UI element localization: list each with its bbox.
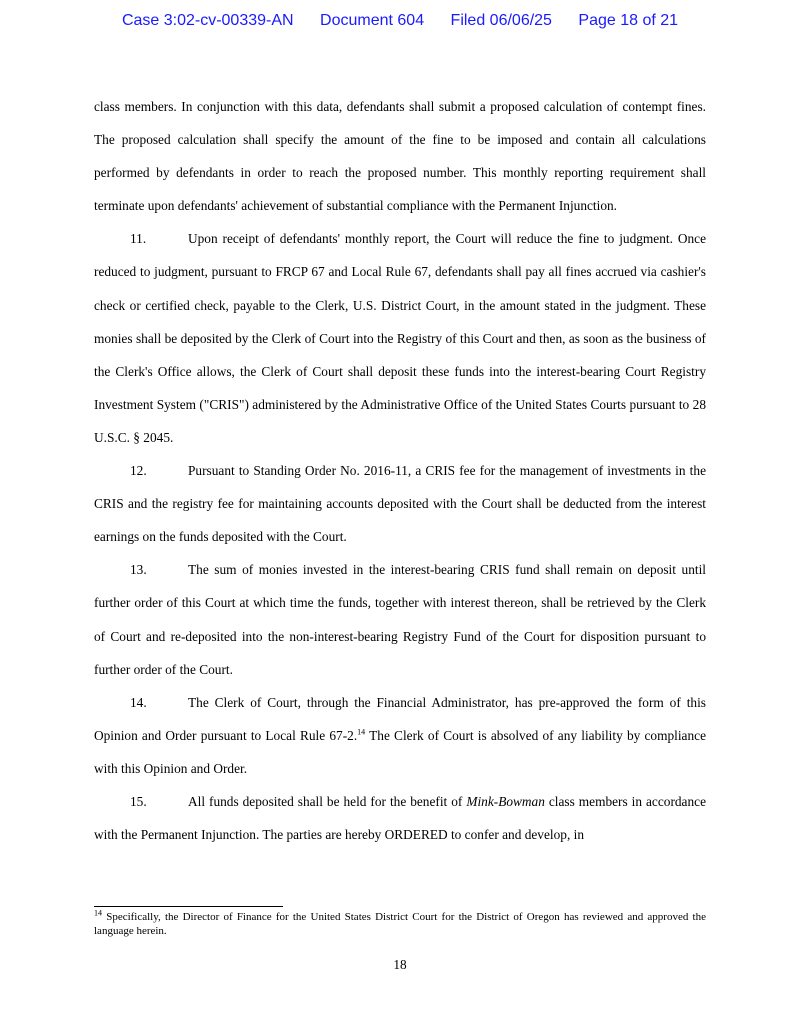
- body-text: [94, 90, 706, 851]
- paragraph-11: [94, 222, 706, 454]
- paragraph-number: 12.: [130, 463, 147, 479]
- paragraph-text: Upon receipt of defendants' monthly report, the Court will reduce the fine to judgment. Once reduced to judgment, pursuant to FRCP 67 and Local Rule 67, defendants shall pay all fines accrued via cashier's check or certified check, payable to the Clerk, U.S. District Court, in the amount stated in the judgment. These monies shall be deposited by the Clerk of Court into the Registry of this Court and then, as soon as the business of the Clerk's Office allows, the Clerk of Court shall deposit these funds into the interest-bearing Court Registry Investment System ("CRIS") administered by the Administrative Office of the United States Courts pursuant to 28 U.S.C. § 2045.: [94, 231, 706, 445]
- paragraph-text: Pursuant to Standing Order No. 2016-11, a CRIS fee for the management of investments in the CRIS and the registry fee for maintaining accounts deposited with the Court shall be deducted from the interest earnings on the funds deposited with the Court.: [94, 463, 706, 545]
- footnote-reference: 14: [357, 727, 366, 737]
- paragraph-text: All funds deposited shall be held for the benefit of: [188, 793, 467, 809]
- footnote-marker: 14: [94, 908, 102, 918]
- paragraph-text-continued: class members in accordance with the Permanent Injunction. The parties are hereby ORDERED to confer and develop, in: [94, 793, 707, 843]
- paragraph-number: 13.: [130, 562, 147, 578]
- ecf-header: [0, 12, 800, 30]
- footnote-separator: [94, 906, 283, 907]
- paragraph-12: [94, 454, 706, 553]
- case-number: Case 3:02-cv-00339-AN: [121, 12, 294, 29]
- paragraph-text: The sum of monies invested in the interest-bearing CRIS fund shall remain on deposit until further order of this Court at which time the funds, together with interest thereon, shall be retrieved by the Clerk of Court and re-deposited into the non-interest-bearing Registry Fund of the Court for disposition pursuant to further order of the Court.: [94, 562, 706, 677]
- paragraph-14: [94, 686, 706, 785]
- footnote-14: [94, 908, 706, 938]
- paragraph-number: 11.: [130, 231, 147, 247]
- paragraph-15: [94, 785, 706, 851]
- case-name-italic: Mink-Bowman: [466, 793, 545, 809]
- paragraph-text-continued: The Clerk of Court is absolved of any liability by compliance with this Opinion and Order.: [94, 727, 706, 776]
- paragraph-13: [94, 553, 706, 685]
- page-number: 18: [393, 957, 407, 972]
- paragraph-number: 15.: [130, 793, 147, 809]
- continuation-paragraph: class members. In conjunction with this data, defendants shall submit a proposed calculation of contempt fines. The proposed calculation shall specify the amount of the fine to be imposed and contain all calculations performed by defendants in order to reach the proposed number. This monthly reporting requirement shall terminate upon defendants' achievement of substantial compliance with the Permanent Injunction.: [94, 99, 706, 214]
- document-number: Document 604: [320, 12, 425, 29]
- paragraph-text: The Clerk of Court, through the Financial Administrator, has pre-approved the form of this Opinion and Order pursuant to Local Rule 67-2.: [94, 694, 706, 743]
- page-of-total: Page 18 of 21: [578, 12, 679, 29]
- filed-date: Filed 06/06/25: [450, 12, 552, 29]
- paragraph-number: 14.: [130, 694, 147, 710]
- footnote-text: Specifically, the Director of Finance for the United States District Court for the District of Oregon has reviewed and approved the language herein.: [94, 911, 706, 937]
